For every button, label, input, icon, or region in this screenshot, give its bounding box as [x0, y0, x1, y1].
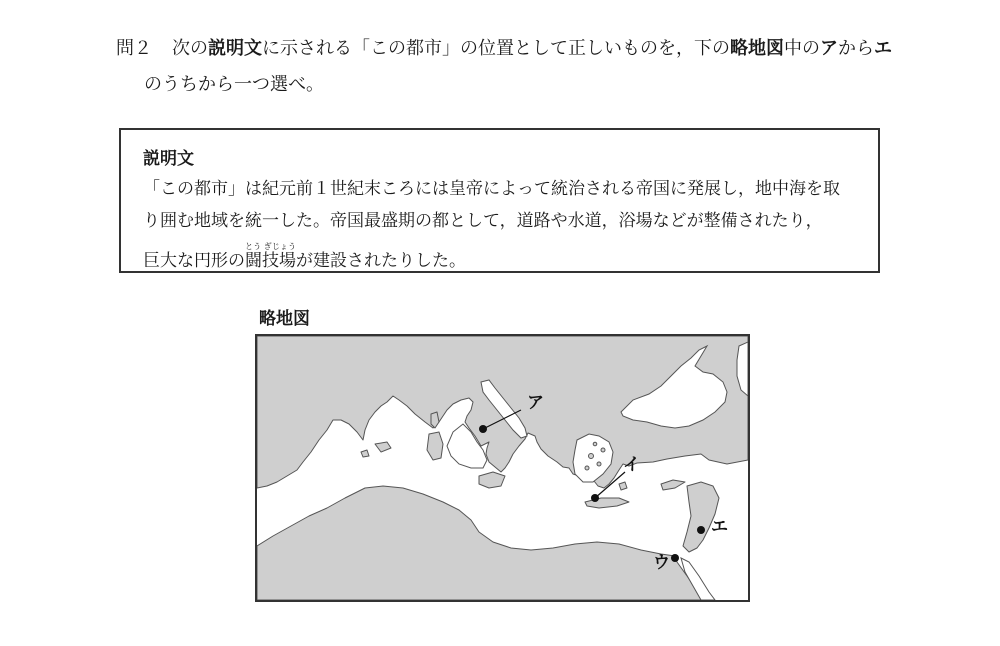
aegean-islet — [585, 466, 589, 470]
marker-i-dot — [591, 494, 599, 502]
aegean-islet — [597, 462, 601, 466]
island-balearic — [375, 442, 391, 452]
marker-a-dot — [479, 425, 487, 433]
aegean-islet — [589, 454, 594, 459]
explanation-line-1: 「この都市」は紀元前１世紀末ころには皇帝によって統治される帝国に発展し，地中海を取 — [143, 179, 840, 199]
question-keyword-option-e: エ — [874, 38, 892, 59]
question-keyword-map: 略地図 — [730, 38, 784, 59]
land-africa — [257, 486, 705, 600]
marker-e-label: エ — [711, 517, 728, 537]
ruby-reading: とう ぎじょう — [245, 242, 296, 251]
map-label: 略地図 — [259, 309, 310, 329]
island-balearic-small — [361, 450, 369, 457]
question-text: 中の — [784, 38, 820, 59]
island-corsica — [431, 412, 439, 428]
question-line-1 — [116, 38, 892, 60]
marker-e-dot — [697, 526, 705, 534]
aegean-islet — [601, 448, 605, 452]
question-keyword-explanation: 説明文 — [208, 38, 262, 59]
explanation-line-3 — [143, 242, 466, 272]
island-sardinia — [427, 432, 443, 460]
question-keyword-option-a: ア — [820, 38, 838, 59]
marker-a-label: ア — [527, 393, 544, 413]
colosseum-ruby — [245, 242, 296, 271]
marker-u-dot — [671, 554, 679, 562]
marker-i-label: イ — [623, 455, 640, 475]
explanation-line-2: り囲む地域を統一した。帝国最盛期の都として，道路や水道，浴場などが整備されたり， — [143, 211, 823, 231]
question-text: から — [838, 38, 874, 59]
marker-u-label: ウ — [653, 553, 670, 573]
aegean-islet — [593, 442, 597, 446]
question-text: に示される「この都市」の位置として正しいものを，下の — [262, 38, 730, 59]
island-cyprus — [661, 480, 685, 490]
mediterranean-map — [257, 336, 748, 600]
ruby-base: 闘技場 — [245, 251, 296, 271]
explanation-text: が建設されたりした。 — [296, 251, 466, 271]
map-frame — [255, 334, 750, 602]
question-number: 問２ — [116, 38, 152, 59]
question-line-2: のうちから一つ選べ。 — [144, 74, 324, 95]
explanation-box — [119, 128, 880, 273]
island-sicily — [479, 472, 505, 488]
island-rhodes — [619, 482, 627, 490]
question-text: 次の — [172, 38, 208, 59]
explanation-text: 巨大な円形の — [143, 251, 245, 271]
explanation-title: 説明文 — [143, 149, 194, 169]
